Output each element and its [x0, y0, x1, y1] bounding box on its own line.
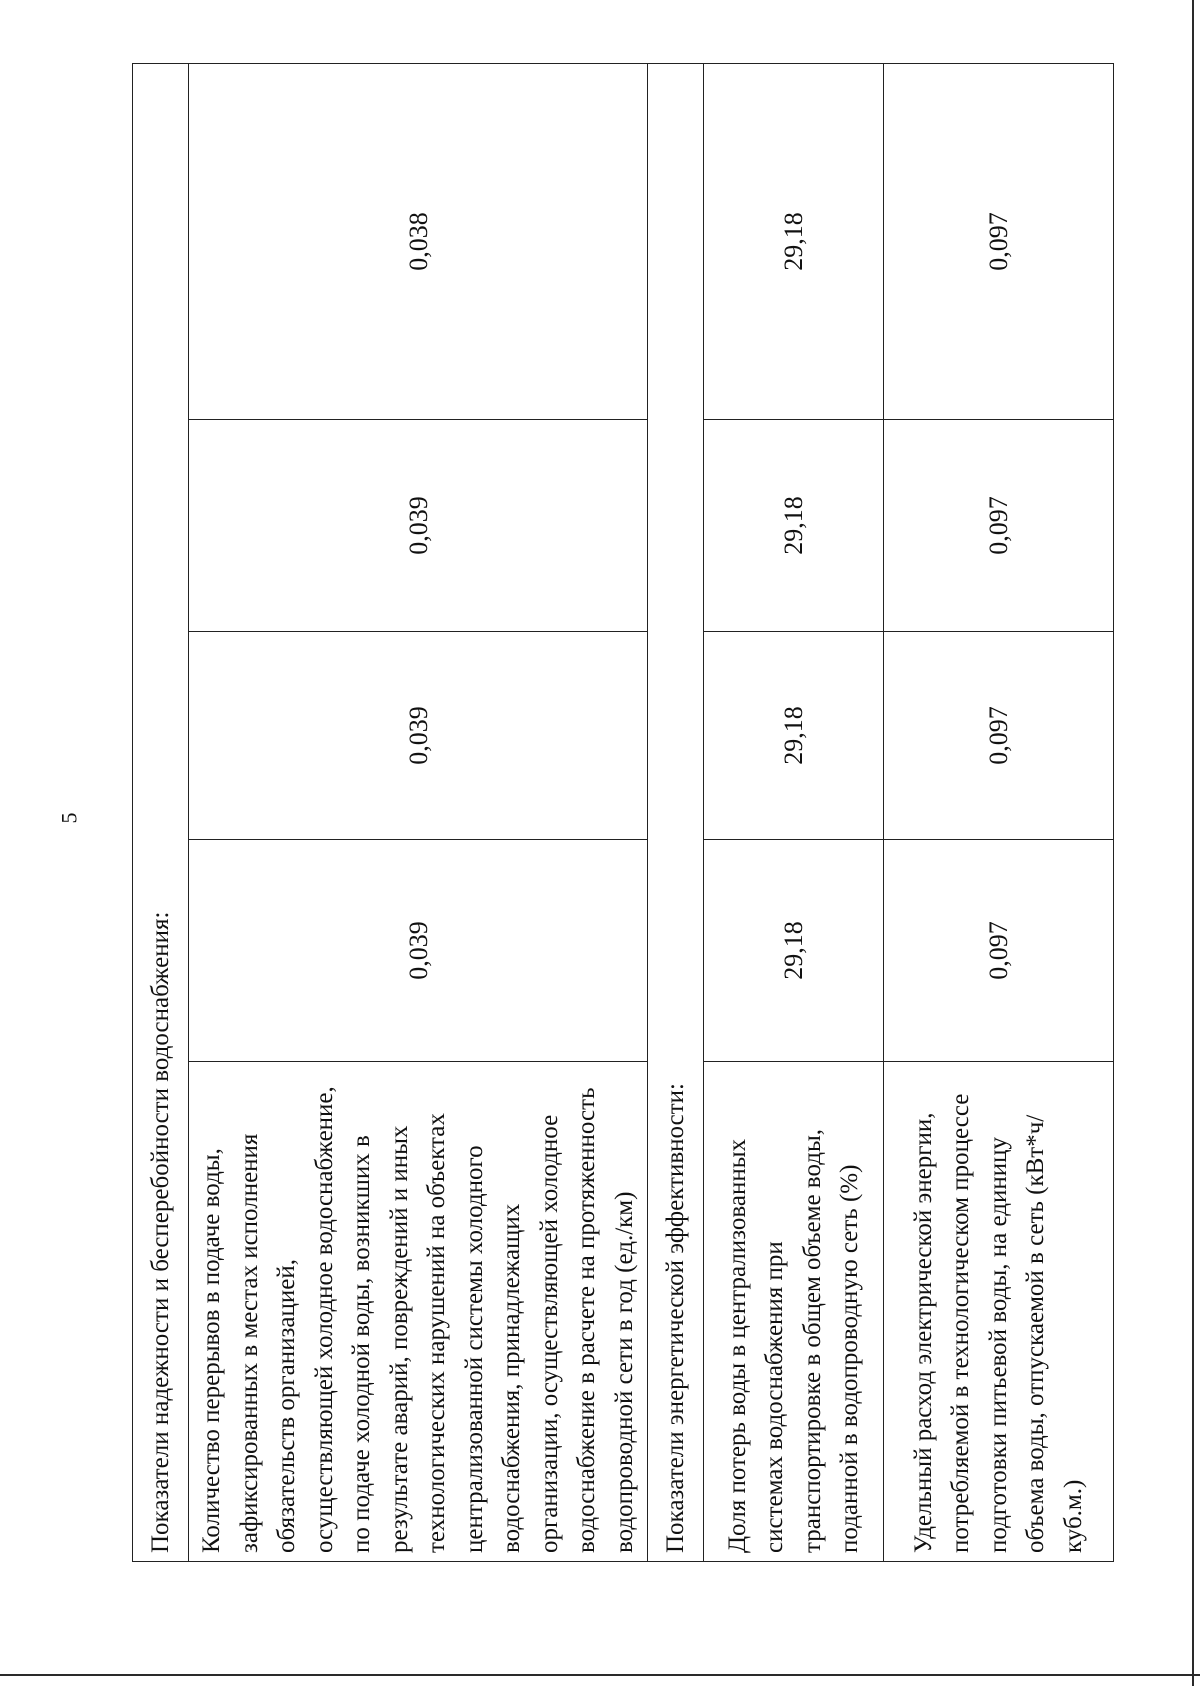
page-edge-right	[1192, 0, 1194, 1686]
row-value-water-loss-4: 29,18	[704, 63, 884, 419]
row-label-water-loss: Доля потерь воды в централизованных системах водоснабжения при транспортировке в общем объеме воды, поданной в водопроводную сеть (%)	[704, 1062, 884, 1562]
row-value-electricity-2: 0,097	[884, 632, 1114, 840]
row-value-interruptions-1: 0,039	[189, 840, 648, 1062]
page-edge-bottom	[0, 1674, 1200, 1676]
row-value-interruptions-3: 0,039	[189, 420, 648, 632]
row-value-water-loss-1: 29,18	[704, 840, 884, 1062]
section-header-row-reliability	[133, 63, 189, 1561]
row-value-electricity-3: 0,097	[884, 420, 1114, 632]
table-row-interruptions	[189, 63, 648, 1561]
indicators-table-container	[132, 64, 1087, 1562]
row-value-electricity-1: 0,097	[884, 840, 1114, 1062]
row-value-electricity-4: 0,097	[884, 63, 1114, 419]
table-row-water-loss	[704, 63, 884, 1561]
row-value-interruptions-2: 0,039	[189, 632, 648, 840]
page-number: 5	[56, 812, 82, 824]
section-header-row-energy	[648, 63, 704, 1561]
row-value-water-loss-3: 29,18	[704, 420, 884, 632]
indicators-table	[132, 63, 1114, 1562]
row-label-interruptions: Количество перерывов в подаче воды, зафиксированных в местах исполнения обязательств организацией, осуществляющей холодное водоснабжение, по подаче холодной воды, возникших в результате аварий, повреждений и иных технологических нарушений на объектах централизованной системы холодного водоснабжения, принадлежащих организации, осуществляющей холодное водоснабжение в расчете на протяженность водопроводной сети в год (ед./км)	[189, 1062, 648, 1562]
row-value-interruptions-4: 0,038	[189, 63, 648, 419]
section-title-reliability: Показатели надежности и бесперебойности водоснабжения:	[133, 63, 189, 1561]
row-value-water-loss-2: 29,18	[704, 632, 884, 840]
row-label-electricity: Удельный расход электрической энергии, потребляемой в технологическом процессе подготовки питьевой воды, на единицу объема воды, отпускаемой в сеть (кВт*ч/куб.м.)	[884, 1062, 1114, 1562]
table-row-electricity	[884, 63, 1114, 1561]
section-title-energy: Показатели энергетической эффективности:	[648, 63, 704, 1561]
